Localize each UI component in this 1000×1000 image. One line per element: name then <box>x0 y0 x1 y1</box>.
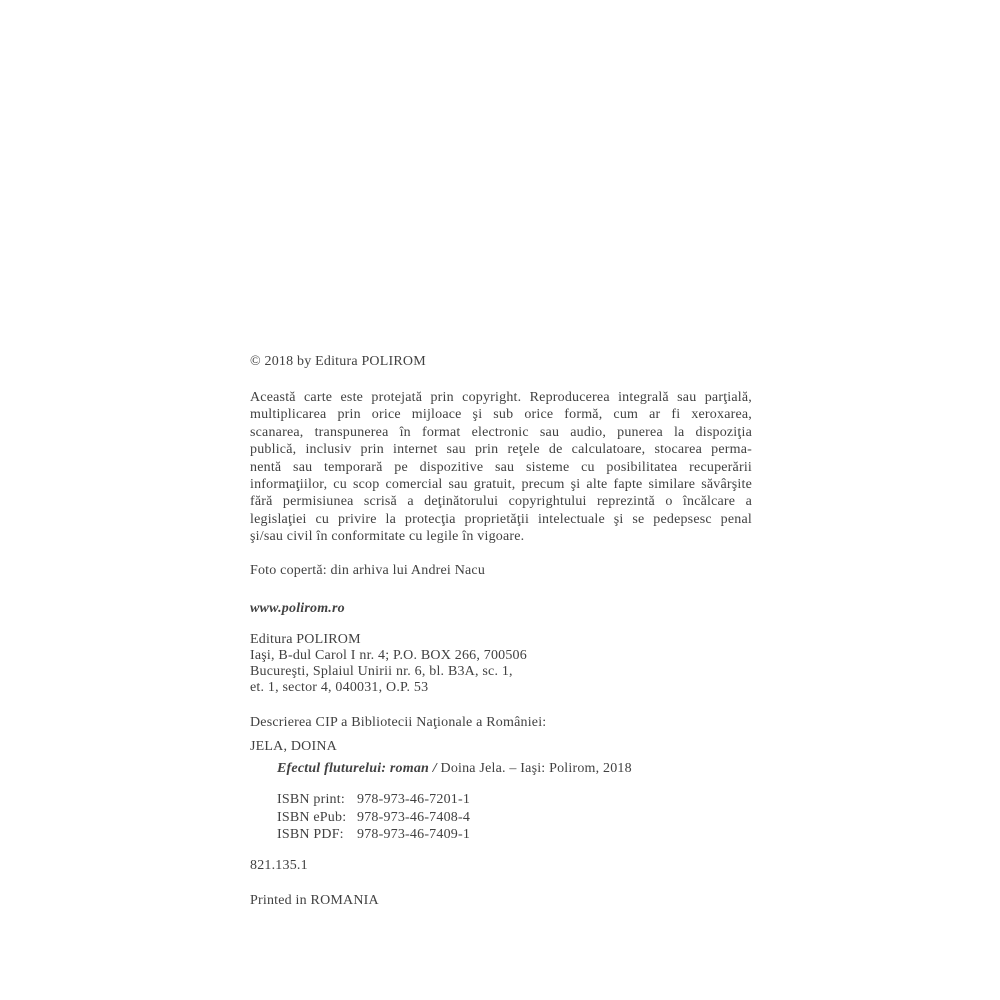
cip-description-heading: Descrierea CIP a Bibliotecii Naţionale a României: <box>250 715 547 731</box>
isbn-label: ISBN print: <box>277 792 345 808</box>
isbn-line <box>277 826 752 844</box>
publisher-address-line: Iaşi, B-dul Carol I nr. 4; P.O. BOX 266, 700506 <box>250 647 527 663</box>
isbn-value: 978-973-46-7201-1 <box>357 792 471 808</box>
publisher-address-block <box>250 632 752 697</box>
legal-line: informaţiilor, cu scop comercial sau gratuit, precum şi alte fapte similare săvârşite <box>250 477 752 493</box>
printed-in-country: Printed in ROMANIA <box>250 892 379 908</box>
copyright-line: © 2018 by Editura POLIROM <box>250 354 426 369</box>
legal-notice-paragraph <box>250 389 752 546</box>
book-title-italic: Efectul fluturelui: roman / <box>277 761 437 777</box>
cover-photo-credit: Foto copertă: din arhiva lui Andrei Nacu <box>250 562 486 578</box>
colophon-text-block <box>250 353 752 909</box>
legal-line: nentă sau temporară pe dispozitive sau sisteme cu posibilitatea recuperării <box>250 459 752 475</box>
isbn-label: ISBN ePub: <box>277 809 347 825</box>
cip-title-line <box>250 760 752 777</box>
legal-line: Această carte este protejată prin copyright. Reproducerea integrală sau parţială, <box>250 390 752 405</box>
cip-author-name: JELA, DOINA <box>250 739 337 755</box>
isbn-value: 978-973-46-7408-4 <box>357 809 471 825</box>
isbn-value: 978-973-46-7409-1 <box>357 827 471 843</box>
isbn-label: ISBN PDF: <box>277 827 344 843</box>
publisher-name: Editura POLIROM <box>250 631 361 647</box>
isbn-line <box>277 809 752 827</box>
publisher-address-line: Bucureşti, Splaiul Unirii nr. 6, bl. B3A, sc. 1, <box>250 664 513 680</box>
publisher-address-line: et. 1, sector 4, 040031, O.P. 53 <box>250 680 429 696</box>
legal-line: scanarea, transpunerea în format electronic sau audio, punerea la dispoziţia <box>250 424 752 440</box>
publisher-website-url: www.polirom.ro <box>250 600 345 616</box>
legal-line: şi/sau civil în conformitate cu legile în vigoare. <box>250 529 525 545</box>
legal-line: legislaţiei cu privire la protecţia proprietăţii intelectuale şi se pedepsesc penal <box>250 511 752 527</box>
legal-line: fără permisiunea scrisă a deţinătorului copyrightului reprezintă o încălcare a <box>250 494 752 510</box>
isbn-list <box>250 791 752 844</box>
cip-title-rest: Doina Jela. – Iaşi: Polirom, 2018 <box>436 761 632 777</box>
isbn-line <box>277 791 752 809</box>
legal-line: publică, inclusiv prin internet sau prin reţele de calculatoare, stocarea perma- <box>250 442 752 458</box>
udc-classification-number: 821.135.1 <box>250 857 308 873</box>
legal-line: multiplicarea prin orice mijloace şi sub orice formă, cum ar fi xeroxarea, <box>250 407 752 423</box>
